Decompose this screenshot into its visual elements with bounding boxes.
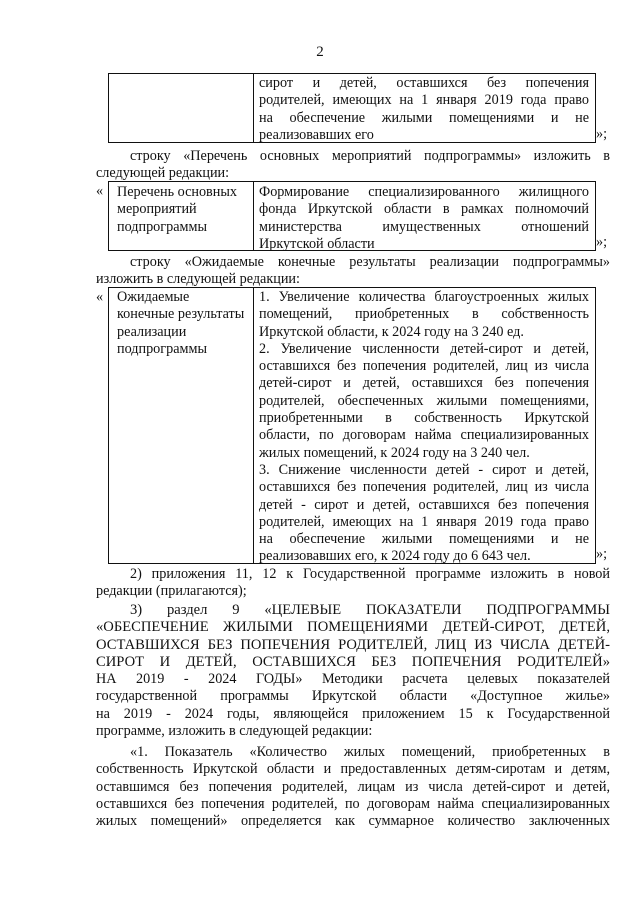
paragraph-intro-2 — [96, 148, 610, 183]
text-line: собственность Иркутской области и предоставленных детям-сиротам и детям, — [96, 761, 610, 778]
page-number: 2 — [316, 44, 324, 60]
text-line: государственной программы Иркутской области «Доступное жилье» — [96, 688, 610, 705]
text-line: жилых помещений» определяется как суммарное количество заключенных — [96, 813, 610, 830]
text-line: строку «Ожидаемые конечные результаты реализации подпрограммы» — [130, 254, 610, 270]
table-3-open: « — [96, 289, 104, 305]
table-1-divider — [253, 74, 254, 142]
table-2-left-cell — [117, 184, 249, 236]
text-line: оставшихся без попечения родителей, по договорам найма специализированных — [96, 795, 610, 812]
text-line: на 2019 - 2024 годы, являющейся приложением 15 к Государственной — [96, 705, 610, 722]
text-line: «1. Показатель «Количество жилых помещений, приобретенных в — [130, 744, 610, 760]
table-2-divider — [253, 182, 254, 250]
table-line: Формирование специализированного жилищного — [259, 184, 589, 200]
table-3-divider — [253, 288, 254, 563]
text-line: редакции (прилагаются); — [96, 583, 247, 600]
table-line: на обеспечение жилыми помещениями и не — [259, 531, 589, 548]
table-line: детей-сирот и детей, оставшихся без попечения — [259, 375, 589, 392]
table-line: Перечень основных — [117, 184, 237, 200]
table-1-right-cell — [259, 75, 589, 144]
table-2 — [108, 181, 596, 251]
table-line: на обеспечение жилыми помещениями и не — [259, 109, 589, 126]
table-line: Ожидаемые — [117, 289, 190, 305]
text-line: 3) раздел 9 «ЦЕЛЕВЫЕ ПОКАЗАТЕЛИ ПОДПРОГРАММЫ — [130, 602, 610, 618]
table-line: конечные результаты — [117, 306, 245, 323]
text-line: 2) приложения 11, 12 к Государственной программе изложить в новой — [130, 566, 610, 582]
table-line: области, по договорам найма специализированных — [259, 427, 589, 444]
text-line: программе, изложить в следующей редакции: — [96, 723, 373, 740]
table-3-right-cell — [259, 289, 589, 566]
table-1-closing: »; — [596, 126, 608, 142]
table-line: оставшихся без попечения родителей, лиц из числа — [259, 358, 589, 375]
table-line: фонда Иркутской области в рамках полномочий — [259, 201, 589, 218]
text-line: следующей редакции: — [96, 165, 230, 182]
table-line: Иркутской области, к 2024 году на 3 240 ед. — [259, 323, 524, 340]
table-3-left-cell — [117, 289, 249, 358]
table-line: приобретенными в собственность Иркутской — [259, 410, 589, 427]
table-3-closing: »; — [596, 546, 608, 562]
table-line: жилых помещений, к 2024 году на 3 240 чел. — [259, 444, 530, 461]
table-line: подпрограммы — [117, 340, 207, 357]
table-1 — [108, 73, 596, 143]
paragraph-item-2 — [96, 566, 610, 601]
text-line: «ОБЕСПЕЧЕНИЕ ЖИЛЫМИ ПОМЕЩЕНИЯМИ ДЕТЕЙ-СИРОТ, ДЕТЕЙ, — [96, 619, 610, 636]
table-line: помещений, приобретенных в собственность — [259, 306, 589, 323]
table-3 — [108, 287, 596, 564]
text-line: СИРОТ И ДЕТЕЙ, ОСТАВШИХСЯ БЕЗ ПОПЕЧЕНИЯ РОДИТЕЛЕЙ» — [96, 653, 610, 670]
table-line: мероприятий — [117, 201, 197, 218]
text-line: ОСТАВШИХСЯ БЕЗ ПОПЕЧЕНИЯ РОДИТЕЛЕЙ, ЛИЦ ИЗ ЧИСЛА ДЕТЕЙ- — [96, 636, 610, 653]
table-line: министерства имущественных отношений — [259, 218, 589, 235]
table-line: 2. Увеличение численности детей-сирот и детей, — [259, 340, 589, 357]
text-line: изложить в следующей редакции: — [96, 271, 300, 288]
table-2-open: « — [96, 183, 104, 199]
table-line: Иркутской области — [259, 235, 375, 252]
table-line: реализации — [117, 323, 187, 340]
table-line: подпрограммы — [117, 218, 207, 235]
paragraph-item-3 — [96, 602, 610, 740]
table-2-closing: »; — [596, 234, 608, 250]
text-line: оставшимся без попечения родителей, лицам из числа детей-сирот и детей, — [96, 778, 610, 795]
table-line: 3. Снижение численности детей - сирот и детей, — [259, 461, 589, 478]
table-line: 1. Увеличение количества благоустроенных жилых — [259, 289, 589, 305]
table-line: реализовавших его, к 2024 году до 6 643 чел. — [259, 548, 531, 565]
text-line: строку «Перечень основных мероприятий подпрограммы» изложить в — [130, 148, 610, 164]
table-line: родителей, имеющих на 1 января 2019 года право — [259, 513, 589, 530]
table-line: детей - сирот и детей, оставшихся без попечения — [259, 496, 589, 513]
table-line: родителей, обеспеченных жилыми помещениями, — [259, 392, 589, 409]
table-line: реализовавших его — [259, 126, 374, 143]
table-line: сирот и детей, оставшихся без попечения — [259, 75, 589, 91]
table-line: родителей, имеющих на 1 января 2019 года право — [259, 92, 589, 109]
paragraph-item-4 — [96, 744, 610, 830]
table-line: оставшихся без попечения родителей, лиц из числа — [259, 479, 589, 496]
text-line: НА 2019 - 2024 ГОДЫ» Методики расчета целевых показателей — [96, 671, 610, 688]
paragraph-intro-3 — [96, 254, 610, 289]
table-2-right-cell — [259, 184, 589, 253]
